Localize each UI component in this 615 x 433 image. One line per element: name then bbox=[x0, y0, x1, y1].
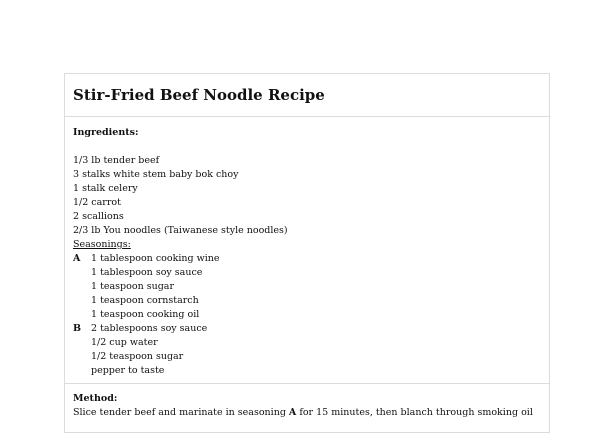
ingredients-section bbox=[65, 117, 549, 384]
seasoning-b-item: 1/2 cup water bbox=[91, 337, 158, 348]
seasoning-a-item bbox=[73, 252, 541, 266]
ingredients-heading: Ingredients: bbox=[73, 127, 139, 138]
seasoning-a-item: 1 teaspoon cornstarch bbox=[91, 295, 199, 306]
seasonings-label: Seasonings: bbox=[73, 239, 131, 250]
seasoning-a-item: 1 teaspoon cooking oil bbox=[91, 309, 200, 320]
ingredient-item: 1/3 lb tender beef bbox=[73, 155, 160, 166]
seasoning-b-item: 1/2 teaspoon sugar bbox=[91, 351, 184, 362]
method-text-bold: A bbox=[288, 407, 297, 418]
ingredient-item: 2 scallions bbox=[73, 211, 124, 222]
recipe-title: Stir-Fried Beef Noodle Recipe bbox=[65, 74, 549, 117]
method-text: Slice tender beef and marinate in seasoning bbox=[73, 407, 289, 418]
ingredient-item: 1/2 carrot bbox=[73, 197, 121, 208]
seasoning-a-item: 1 tablespoon soy sauce bbox=[91, 267, 203, 278]
ingredient-item: 3 stalks white stem baby bok choy bbox=[73, 169, 239, 180]
seasoning-group-b-label: B bbox=[73, 323, 82, 334]
method-heading: Method: bbox=[73, 393, 118, 404]
seasoning-text: 1 tablespoon cooking wine bbox=[91, 253, 220, 264]
seasoning-b-item: pepper to taste bbox=[91, 365, 165, 376]
spacer bbox=[73, 140, 541, 154]
ingredient-item: 2/3 lb You noodles (Taiwanese style noodles) bbox=[73, 225, 288, 236]
seasoning-group-a-label: A bbox=[73, 253, 81, 264]
seasoning-text: 2 tablespoons soy sauce bbox=[91, 323, 208, 334]
recipe-card bbox=[64, 73, 550, 433]
method-step bbox=[73, 406, 541, 420]
ingredient-item: 1 stalk celery bbox=[73, 183, 138, 194]
seasoning-a-item: 1 teaspoon sugar bbox=[91, 281, 174, 292]
method-text: for 15 minutes, then blanch through smoking oil bbox=[296, 407, 533, 418]
method-section bbox=[65, 384, 549, 420]
seasoning-b-item bbox=[73, 322, 541, 336]
